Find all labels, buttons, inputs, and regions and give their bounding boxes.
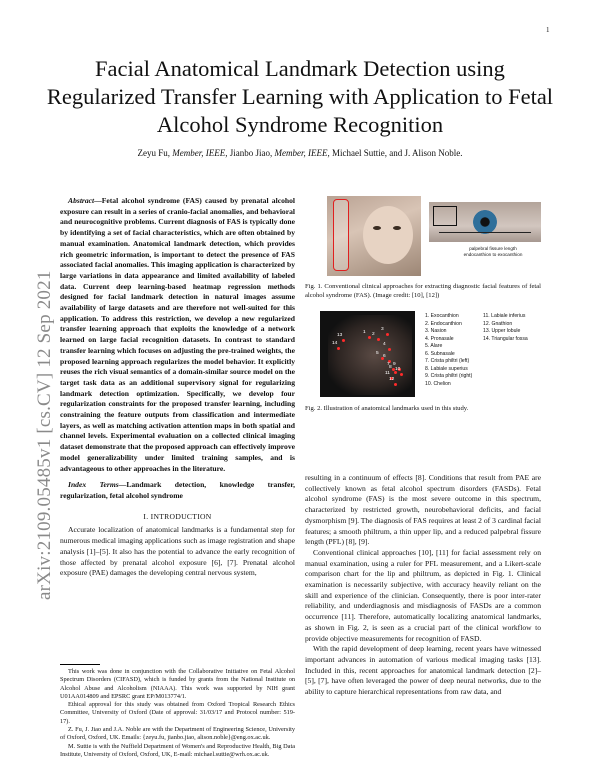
legend-item: 9. Crista philtri (right) [425,373,473,379]
footnote-rule [60,664,100,665]
body-paragraph-2: Conventional clinical approaches [10], [11] for facial assessment rely on manual examination, using a ruler for PFL measurement, and a Likert-scale comparison chart for the lip and philtrum, as depicted in Fig. 1. Clinical examination is necessarily subjective, with accuracy heavily reliant on the skill and experience of the clinician. Consequently, there is poor inter-rater reliability, and underdiagnosis and misdiagnosis of FASDs are a common occurrence [11]. Therefore, automatically localizing anatomical landmarks, as shown in Fig. 2, is seen as a crucial part of the clinical workflow to provide objective measurements for recognition of FASD. [305,547,541,643]
index-terms-text: —Landmark detection, knowledge transfer, regularization, fetal alcohol syndrome [60,480,296,500]
landmark-number-14: 14 [332,341,338,346]
legend-item: 1. Exocanthion [425,313,459,319]
footnote-3: Z. Fu, J. Jiao and J.A. Noble are with the Department of Engineering Science, University of Oxford, Oxford, UK. Emails: {zeyu.fu, jianbo.jiao, alison.noble}@eng.ox.ac.uk. [60,726,295,742]
body-paragraph-3: With the rapid development of deep learning, recent years have witnessed important advances in automation of various medical imaging tasks [13]. Included in this, recent approaches for anatomical landmark detection [2]–[5], [7], have often leveraged the power of deep neural networks, due to the ability to capture hierarchical representations from raw data, and [305,644,541,697]
abstract [60,196,295,474]
right-column [305,473,541,698]
eye-box-annotation [433,206,457,226]
legend-item: 8. Labiale superius [425,365,468,372]
landmark-dot-10 [400,373,403,376]
legend-item: 3. Nasion [425,328,447,334]
landmark-number-11: 11 [385,371,390,376]
footnotes [60,664,295,759]
legend-item: 12. Gnathion [483,320,513,327]
footnote-4: M. Suttie is with the Nuffield Department of Women's and Reproductive Health, Big Data Institute, University of Oxford, Oxford, UK, E-mail: michael.suttie@wrh.ox.ac.uk. [60,742,295,758]
footnote-2: Ethical approval for this study was obtained from Oxford Tropical Research Ethics Committee, University of Oxford (Date of approval: 31/03/17 and Protocol number: 519-17). [60,701,295,725]
intro-paragraph: Accurate localization of anatomical landmarks is a fundamental step for numerous medical imaging applications such as image registration and shape analysis [1]–[5]. It also has the potential to advance the early recognition of those affected by prenatal alcohol exposure [6], [7]. Prenatal alcohol exposure (PAE) damages the developing central nervous system, [60,525,295,578]
infant-eye-right [393,226,401,230]
landmark-number-1: 1 [363,330,366,335]
arxiv-id: arXiv:2109.05485v1 [cs.CV] 12 Sep 2021 [34,270,55,600]
landmark-legend-right [483,313,545,343]
landmark-number-10: 10 [395,367,401,372]
author-1-role: Member, IEEE, [172,148,228,158]
landmark-dot-2 [377,338,380,341]
landmark-number-2: 2 [372,332,375,337]
landmark-number-8: 8 [389,365,392,370]
footnote-1: This work was done in conjunction with the Collaborative Initiative on Fetal Alcohol Spectrum Disorders (CIFASD), which is funded by grants from the National Institute on Alcohol Abuse and Alcoholism (NIAAA). This work was supported by NIH grant U01AA014809 and EPSRC grant EP/M013774/1. [60,668,295,700]
body-paragraph-1: resulting in a continuum of effects [8]. Conditions that result from PAE are collectively known as fetal alcohol spectrum disorders (FASDs). Fetal alcohol syndrome (FAS) is the most severe outcome in this spectrum, characterized by restricted growth, neurobehavioral deficits, and facial dysmorphism [9]. The diagnosis of FAS requires at least 2 of 3 cardinal facial features; a smooth philtrum, a thin upper lip, and a reduced palpebral fissure length (PFL) [8], [9]. [305,473,541,547]
legend-item: 6. Subnasale [425,350,455,357]
abstract-text: —Fetal alcohol syndrome (FAS) caused by prenatal alcohol exposure can result in a series of cranio-facial anomalies, and behavioral and neurocognitive problems. Current diagnosis of FAS is typically done by identifying a set of facial characteristics, which are often obtained by manual examination. Anatomical landmark detection, which provides rich geometric information, is important to detect the presence of FAS associated facial anomalies. This imaging application is characterized by large variations in data appearance and limited availability of labeled data. Current deep learning-based heatmap regression methods designed for facial landmark detection in natural images assume availability of large datasets and are therefore not well-suited for this application. To address this restriction, we develop a new regularized transfer learning approach that exploits the knowledge of a network learned on large facial recognition datasets. In contrast to standard transfer learning which focuses on adjusting the pre-trained weights, the proposed learning approach regularizes the model behavior. It explicitly reuses the rich visual semantics of a domain-similar source model on the target task data as an additional supervisory signal for regularizing landmark detection optimization. Specifically, we develop four regularization constraints for the proposed transfer learning, including constraining the feature outputs from classification and intermediate layers, as well as matching activation attention maps in both spatial and channel levels. Experimental evaluation on a collected clinical imaging dataset demonstrate that the proposed approach can effectively improve model generalizability under limited training samples, and is advantageous to other approaches in the literature. [60,196,295,473]
figure-1-caption: Fig. 1. Conventional clinical approaches for extracting diagnostic facial features of fetal alcohol syndrome (FAS). (Image credit: [10], [12]) [305,283,541,299]
index-terms-lead: Index Terms [68,480,119,490]
landmark-dot-4 [388,348,391,351]
fissure-line [439,232,531,233]
iris [473,210,497,234]
ruler-overlay [333,199,349,271]
index-terms [60,480,295,501]
landmark-dot-3 [386,333,389,336]
legend-item: 11. Labiale inferius [483,313,526,319]
paper-title: Facial Anatomical Landmark Detection using Regularized Transfer Learning with Application to Fetal Alcohol Syndrome Recognition [46,56,554,137]
landmark-dot-1 [368,336,371,339]
landmark-number-9: 9 [393,362,396,367]
legend-item: 2. Endocanthion [425,320,462,327]
landmark-number-4: 4 [383,342,386,347]
author-2-role: Member, IEEE, [274,148,330,158]
author-2: Jianbo Jiao, [229,148,273,158]
arxiv-stamp [24,200,55,600]
section-heading-introduction: I. INTRODUCTION [143,511,212,521]
landmark-number-5: 5 [376,351,379,356]
landmark-number-7: 7 [387,362,390,367]
author-3: Michael Suttie, and J. Alison Noble. [331,148,463,158]
fig1-infant-photo [327,196,421,276]
figure-2-caption: Fig. 2. Illustration of anatomical landmarks used in this study. [305,405,469,412]
infant-eye-left [373,226,381,230]
legend-item: 13. Upper lobule [483,328,521,334]
landmark-number-6: 6 [383,354,386,359]
landmark-dot-12 [394,383,397,386]
figure-1 [305,196,541,276]
fig1-inset-label: palpebral fissure length endocanthion to exocanthion [463,246,523,257]
legend-item: 5. Alare [425,343,443,349]
figure-2-image [320,311,415,397]
author-line [60,148,540,158]
face-silhouette [328,315,412,395]
fig1-eye-photo [429,202,541,242]
legend-item: 14. Triangular fossa [483,335,528,342]
landmark-number-3: 3 [381,327,384,332]
legend-item: 7. Crista philtri (left) [425,358,470,364]
page-number: 1 [546,26,550,34]
landmark-number-13: 13 [337,333,343,338]
abstract-lead: Abstract [68,196,95,205]
legend-item: 4. Pronasale [425,335,454,342]
landmark-dot-13 [342,339,345,342]
legend-item: 10. Chelion [425,380,451,387]
landmark-number-12: 12 [389,377,395,382]
infant-face [363,206,413,264]
landmark-dot-14 [337,347,340,350]
author-1: Zeyu Fu, [137,148,171,158]
landmark-legend-left [425,313,485,388]
left-column [60,196,295,579]
